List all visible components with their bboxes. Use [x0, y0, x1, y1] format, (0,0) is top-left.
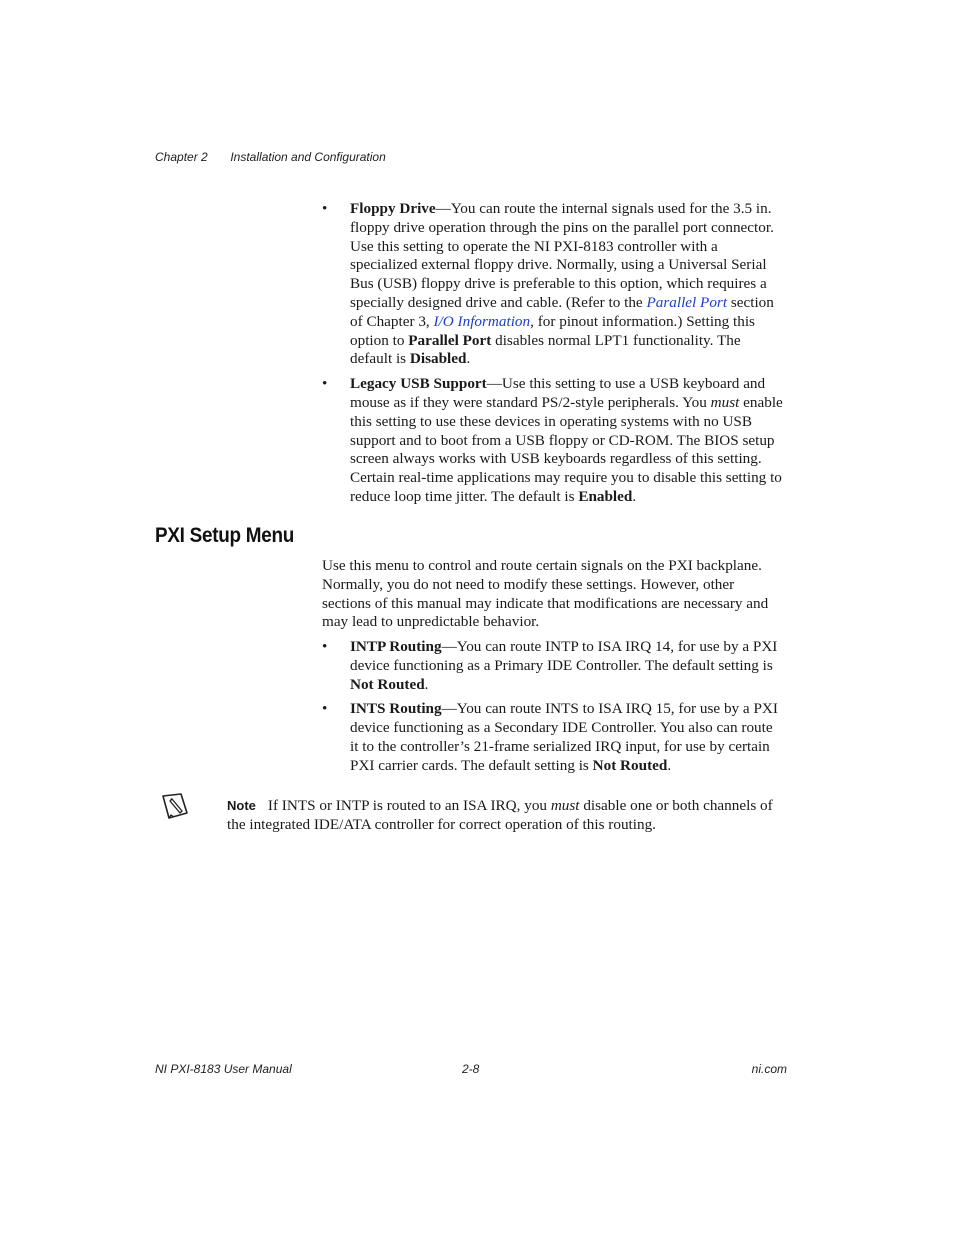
option-value: Parallel Port: [408, 331, 492, 349]
option-default: Not Routed: [350, 675, 425, 693]
header-title: Installation and Configuration: [230, 150, 386, 164]
option-default: Disabled: [409, 350, 467, 368]
running-header: [155, 150, 386, 164]
note-paragraph: [227, 797, 787, 835]
list-item-floppy-drive: [322, 200, 784, 369]
section-title: PXI Setup Menu: [155, 524, 295, 547]
option-term: INTP Routing: [350, 638, 442, 655]
sentence-end: .: [667, 756, 672, 774]
section-intro: Use this menu to control and route certain signals on the PXI backplane. Normally, you do not need to modify these settings. However, other sections of this manual may indicate that modifications are necessary and may lead to unpredictable behavior.: [322, 557, 769, 631]
option-text: disables normal LPT1 functionality. The default is: [350, 331, 741, 368]
header-chapter: Chapter 2: [155, 150, 208, 164]
pxi-options-list: [322, 638, 784, 782]
bullet-symbol: •: [322, 700, 328, 718]
emphasis: must: [550, 797, 580, 814]
bullet-symbol: •: [322, 375, 328, 393]
note-label: Note: [227, 798, 256, 813]
footer-manual-title: NI PXI-8183 User Manual: [155, 1062, 292, 1076]
list-item-legacy-usb: [322, 375, 784, 507]
option-term: INTS Routing: [350, 700, 442, 718]
option-default: Enabled: [578, 487, 633, 505]
option-default: Not Routed: [592, 756, 668, 774]
parallel-port-link[interactable]: Parallel Port: [646, 293, 728, 311]
io-information-link[interactable]: I/O Information: [433, 312, 531, 330]
sentence-end: .: [466, 350, 471, 368]
option-text: —You can route INTP to ISA IRQ 14, for use by a PXI device functioning as a Primary IDE Controller. The default setting is: [350, 638, 778, 674]
option-text: , for pinout information.) Setting this option to: [350, 312, 755, 349]
footer-page-number: 2-8: [462, 1062, 480, 1076]
option-text: section of Chapter 3,: [350, 293, 774, 330]
option-text: —You can route the internal signals used for the 3.5 in. floppy drive operation through the pins on the parallel port connector. Use this setting to operate the NI PXI-8183 controller with a specialized external floppy drive. Normally, using a Universal Serial Bus (USB) floppy drive is preferable to this option, which requires a specially designed drive and cable. (Refer to the: [350, 200, 774, 311]
note-text: disable one or both channels of the integrated IDE/ATA controller for correct operation of this routing.: [227, 797, 773, 833]
list-item-intp-routing: [322, 638, 784, 694]
option-term: Legacy USB Support: [350, 375, 487, 393]
bios-options-list: [322, 200, 784, 513]
bullet-symbol: •: [322, 638, 328, 655]
option-text: —Use this setting to use a USB keyboard and mouse as if they were standard PS/2-style peripherals. You: [350, 375, 766, 411]
footer-site: ni.com: [751, 1062, 787, 1076]
emphasis: must: [710, 393, 740, 411]
bullet-symbol: •: [322, 200, 328, 217]
option-term: Floppy Drive: [350, 200, 436, 217]
sentence-end: .: [632, 487, 637, 505]
note-text: If INTS or INTP is routed to an ISA IRQ, you: [267, 797, 551, 814]
list-item-ints-routing: [322, 700, 784, 775]
option-text: enable this setting to use these devices in operating systems with no USB support and to boot from a USB floppy or CD-ROM. The BIOS setup screen always works with USB keyboards regardless of this setting. Certain real-time applications may require you to disable this setting to reduce loop time jitter. The default is: [350, 393, 783, 505]
option-text: —You can route INTS to ISA IRQ 15, for use by a PXI device functioning as a Secondary IDE Controller. You also can route it to the controller’s 21-frame serialized IRQ input, for use by certain PXI carrier cards. The default setting is: [350, 700, 778, 774]
sentence-end: .: [424, 675, 429, 693]
note-pencil-icon: [160, 791, 190, 821]
